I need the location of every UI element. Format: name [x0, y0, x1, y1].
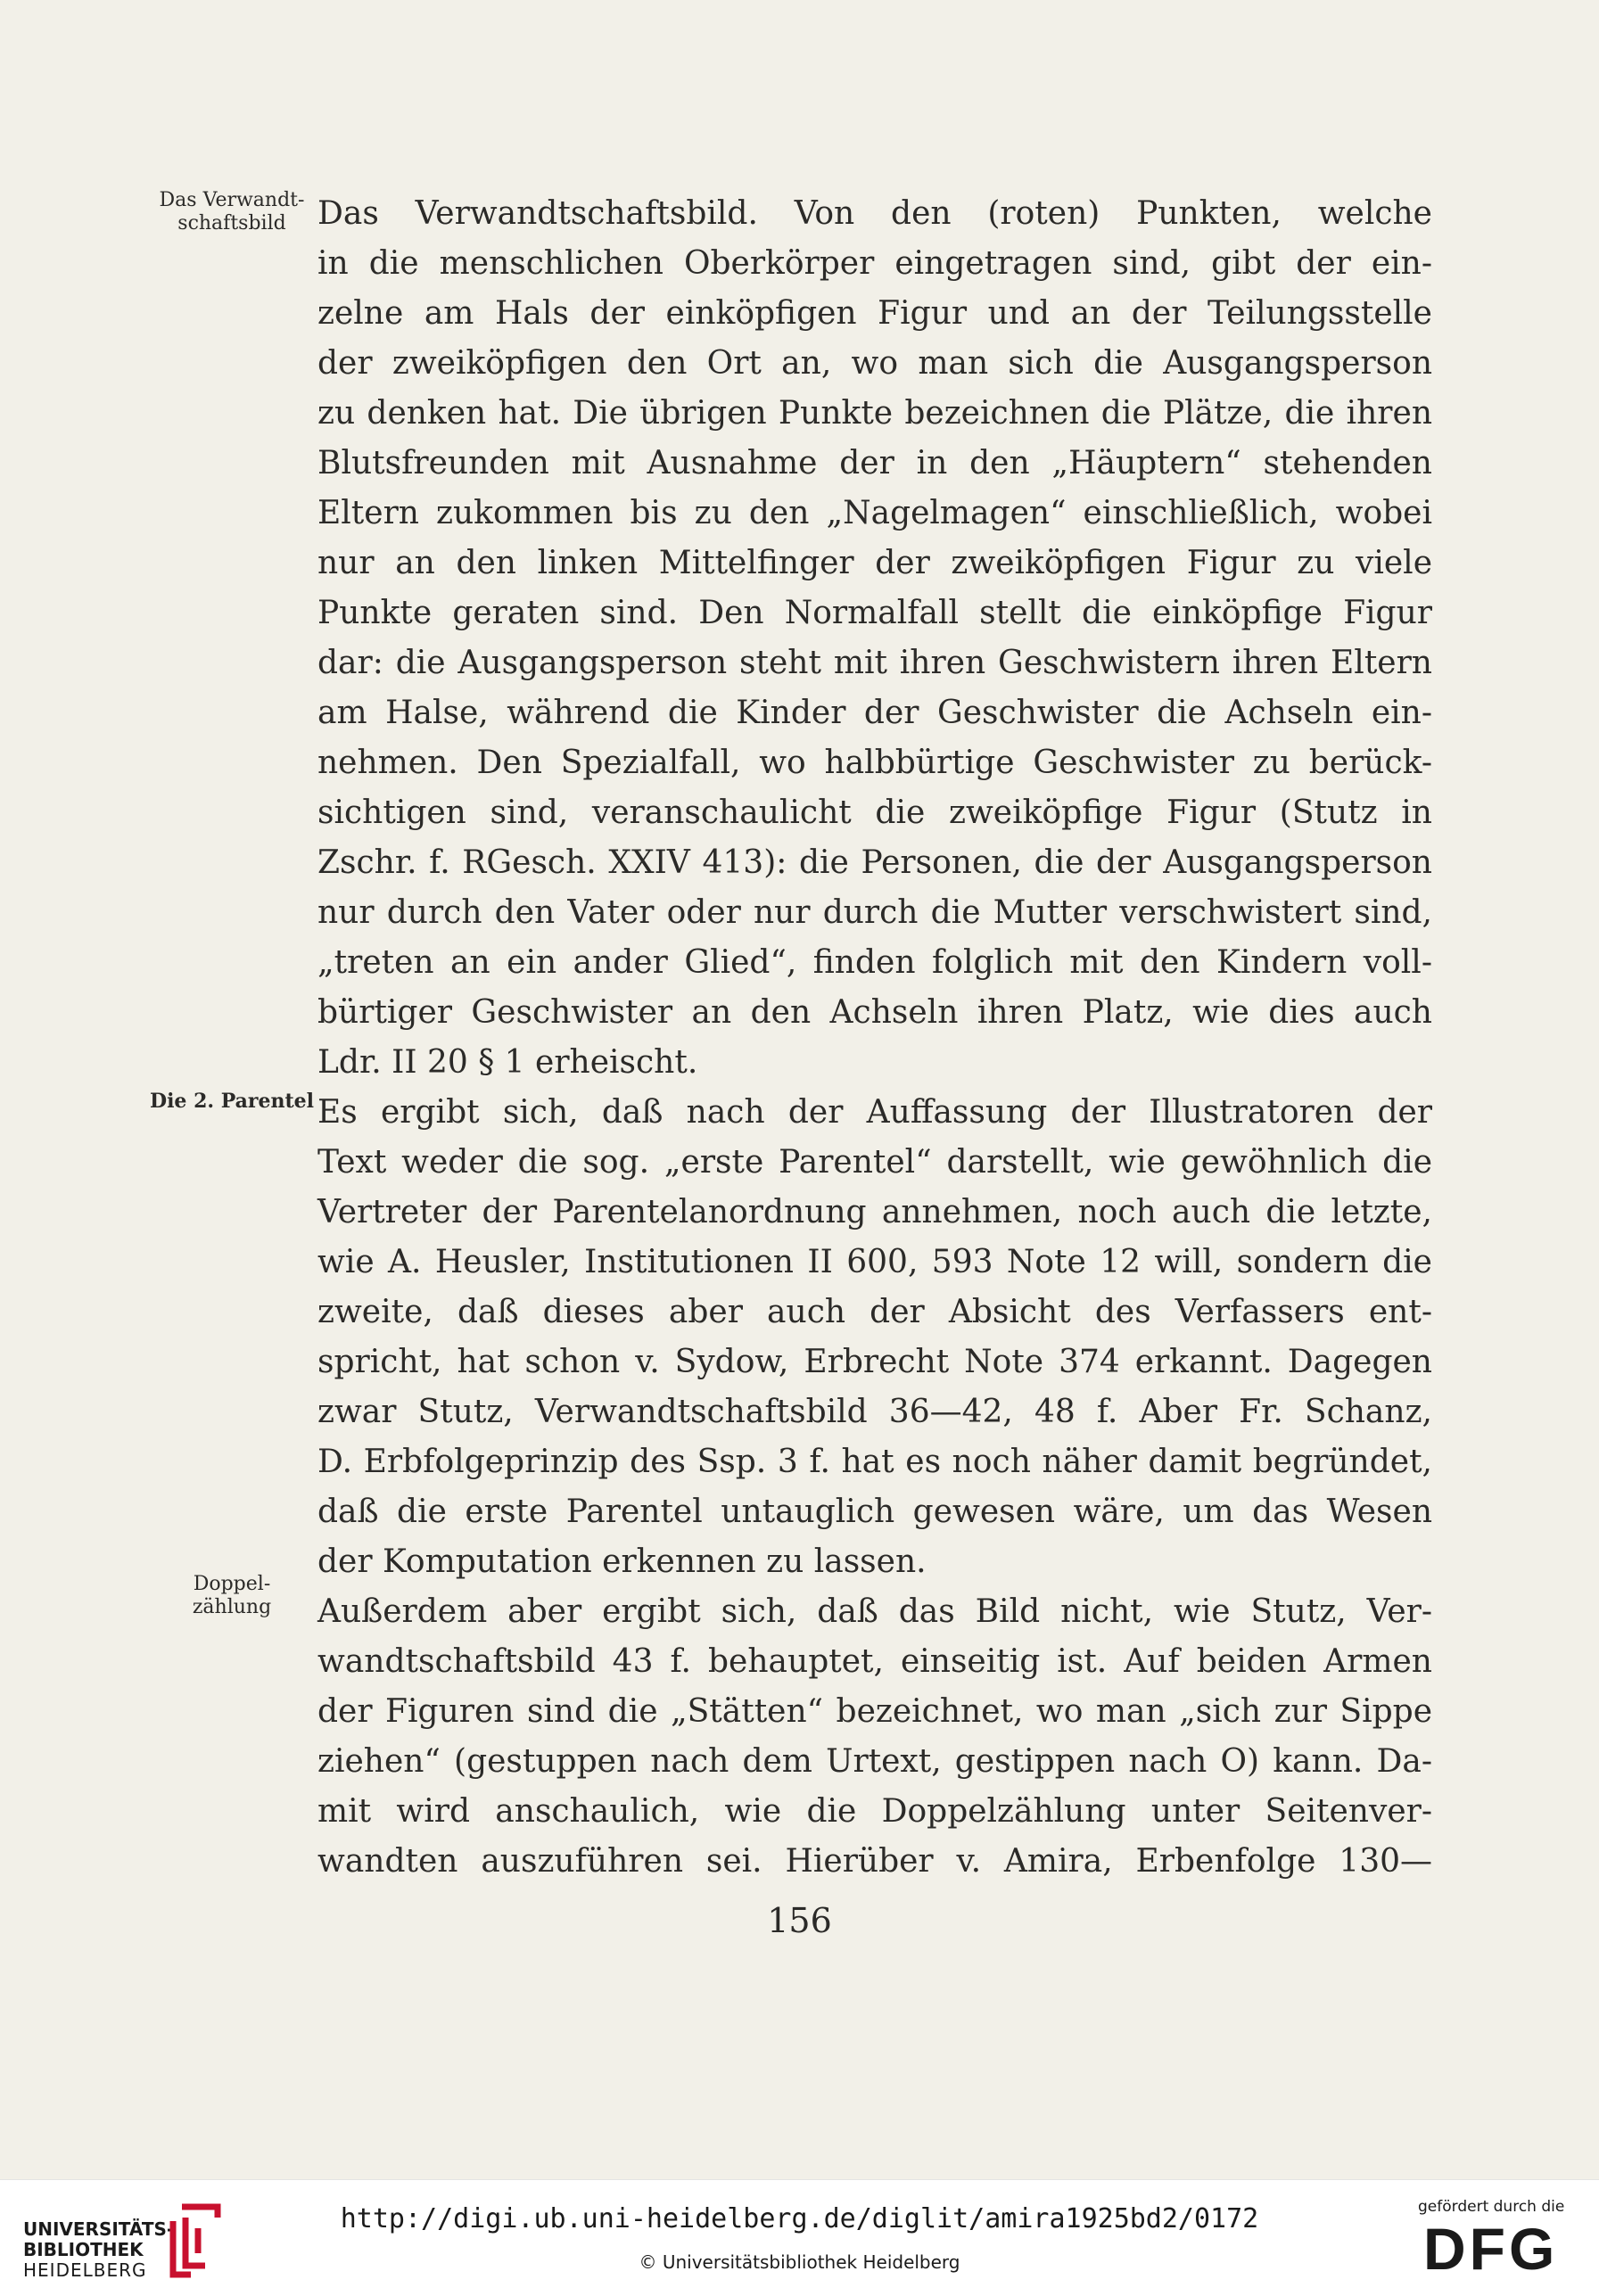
text-line: wandtschaftsbild 43 f. behauptet, einseitig ist. Auf beiden Armen [317, 1643, 1432, 1680]
margin-note-line: schaftsbild [177, 212, 286, 235]
text-line: in die menschlichen Oberkörper eingetragen sind, gibt der ein- [317, 245, 1432, 282]
text-line: wie A. Heusler, Institutionen II 600, 593 Note 12 will, sondern die [317, 1244, 1432, 1280]
library-name-line: UNIVERSITÄTS- [23, 2218, 175, 2240]
text-line: Vertreter der Parentelanordnung annehmen, noch auch die letzte, [317, 1194, 1432, 1230]
dfg-logo [1423, 2221, 1575, 2278]
margin-note-verwandtschaftsbild [143, 189, 321, 235]
text-line: am Halse, während die Kinder der Geschwister die Achseln ein- [317, 695, 1432, 731]
text-line: nur durch den Vater oder nur durch die Mutter verschwistert sind, [317, 894, 1432, 931]
text-line: zweite, daß dieses aber auch der Absicht des Verfassers ent- [317, 1294, 1432, 1330]
funder-caption: gefördert durch die [1418, 2198, 1565, 2216]
text-line: „treten an ein ander Glied“, finden folglich mit den Kindern voll- [317, 944, 1432, 981]
library-name-line: HEIDELBERG [23, 2259, 147, 2281]
text-line: Text weder die sog. „erste Parentel“ darstellt, wie gewöhnlich die [317, 1144, 1432, 1181]
text-line: Ldr. II 20 § 1 erheischt. [317, 1044, 698, 1081]
margin-note-line: Doppel- [193, 1573, 271, 1595]
page-number: 156 [767, 1901, 832, 1940]
margin-note-doppelzaehlung [143, 1573, 321, 1619]
text-line: dar: die Ausgangsperson steht mit ihren Geschwistern ihren Eltern [317, 645, 1432, 681]
text-line: Das Verwandtschaftsbild. Von den (roten) Punkten, welche [317, 195, 1432, 232]
text-line: Zschr. f. RGesch. XXIV 413): die Personen, die der Ausgangsperson [317, 844, 1432, 881]
margin-note-parentel [143, 1090, 321, 1113]
text-line: D. Erbfolgeprinzip des Ssp. 3 f. hat es noch näher damit begründet, [317, 1444, 1432, 1480]
text-line: Punkte geraten sind. Den Normalfall stellt die einköpfige Figur [317, 595, 1432, 631]
text-line: daß die erste Parentel untauglich gewesen wäre, um das Wesen [317, 1494, 1432, 1530]
text-line: nur an den linken Mittelfinger der zweiköpfigen Figur zu viele [317, 545, 1432, 581]
source-url-link[interactable]: http://digi.ub.uni-heidelberg.de/diglit/amira1925bd2/0172 [340, 2203, 1259, 2234]
body-text [317, 189, 1432, 1887]
text-line: wandten auszuführen sei. Hierüber v. Amira, Erbenfolge 130— [317, 1843, 1432, 1880]
margin-note-line: Das Verwandt- [159, 189, 305, 211]
text-line: Eltern zukommen bis zu den „Nagelmagen“ einschließlich, wobei [317, 495, 1432, 531]
text-line: der Figuren sind die „Stätten“ bezeichnet, wo man „sich zur Sippe [317, 1693, 1432, 1730]
text-line: ziehen“ (gestuppen nach dem Urtext, gestippen nach O) kann. Da- [317, 1743, 1432, 1780]
text-line: der Komputation erkennen zu lassen. [317, 1543, 927, 1580]
margin-note-line: zählung [192, 1596, 272, 1618]
viewer-footer [0, 2179, 1599, 2296]
text-line: der zweiköpfigen den Ort an, wo man sich die Ausgangsperson [317, 345, 1432, 382]
text-line: Blutsfreunden mit Ausnahme der in den „Häuptern“ stehenden [317, 445, 1432, 481]
dfg-logo-text: DFG [1423, 2221, 1559, 2275]
text-line: mit wird anschaulich, wie die Doppelzählung unter Seitenver- [317, 1793, 1432, 1830]
text-line: zelne am Hals der einköpfigen Figur und an der Teilungsstelle [317, 295, 1432, 332]
text-line: Außerdem aber ergibt sich, daß das Bild nicht, wie Stutz, Ver- [317, 1593, 1432, 1630]
text-line: Es ergibt sich, daß nach der Auffassung der Illustratoren der [317, 1094, 1432, 1131]
library-name-line: BIBLIOTHEK [23, 2239, 144, 2260]
text-line: nehmen. Den Spezialfall, wo halbbürtige Geschwister zu berück- [317, 745, 1432, 781]
copyright-notice: © Universitätsbibliothek Heidelberg [639, 2251, 960, 2273]
text-line: bürtiger Geschwister an den Achseln ihren Platz, wie dies auch [317, 994, 1432, 1031]
text-line: zwar Stutz, Verwandtschaftsbild 36—42, 48 f. Aber Fr. Schanz, [317, 1394, 1432, 1430]
text-line: zu denken hat. Die übrigen Punkte bezeichnen die Plätze, die ihren [317, 395, 1432, 432]
margin-note-line: Die 2. Parentel [149, 1090, 315, 1113]
text-line: spricht, hat schon v. Sydow, Erbrecht Note 374 erkannt. Dagegen [317, 1344, 1432, 1380]
text-line: sichtigen sind, veranschaulicht die zweiköpfige Figur (Stutz in [317, 794, 1432, 831]
